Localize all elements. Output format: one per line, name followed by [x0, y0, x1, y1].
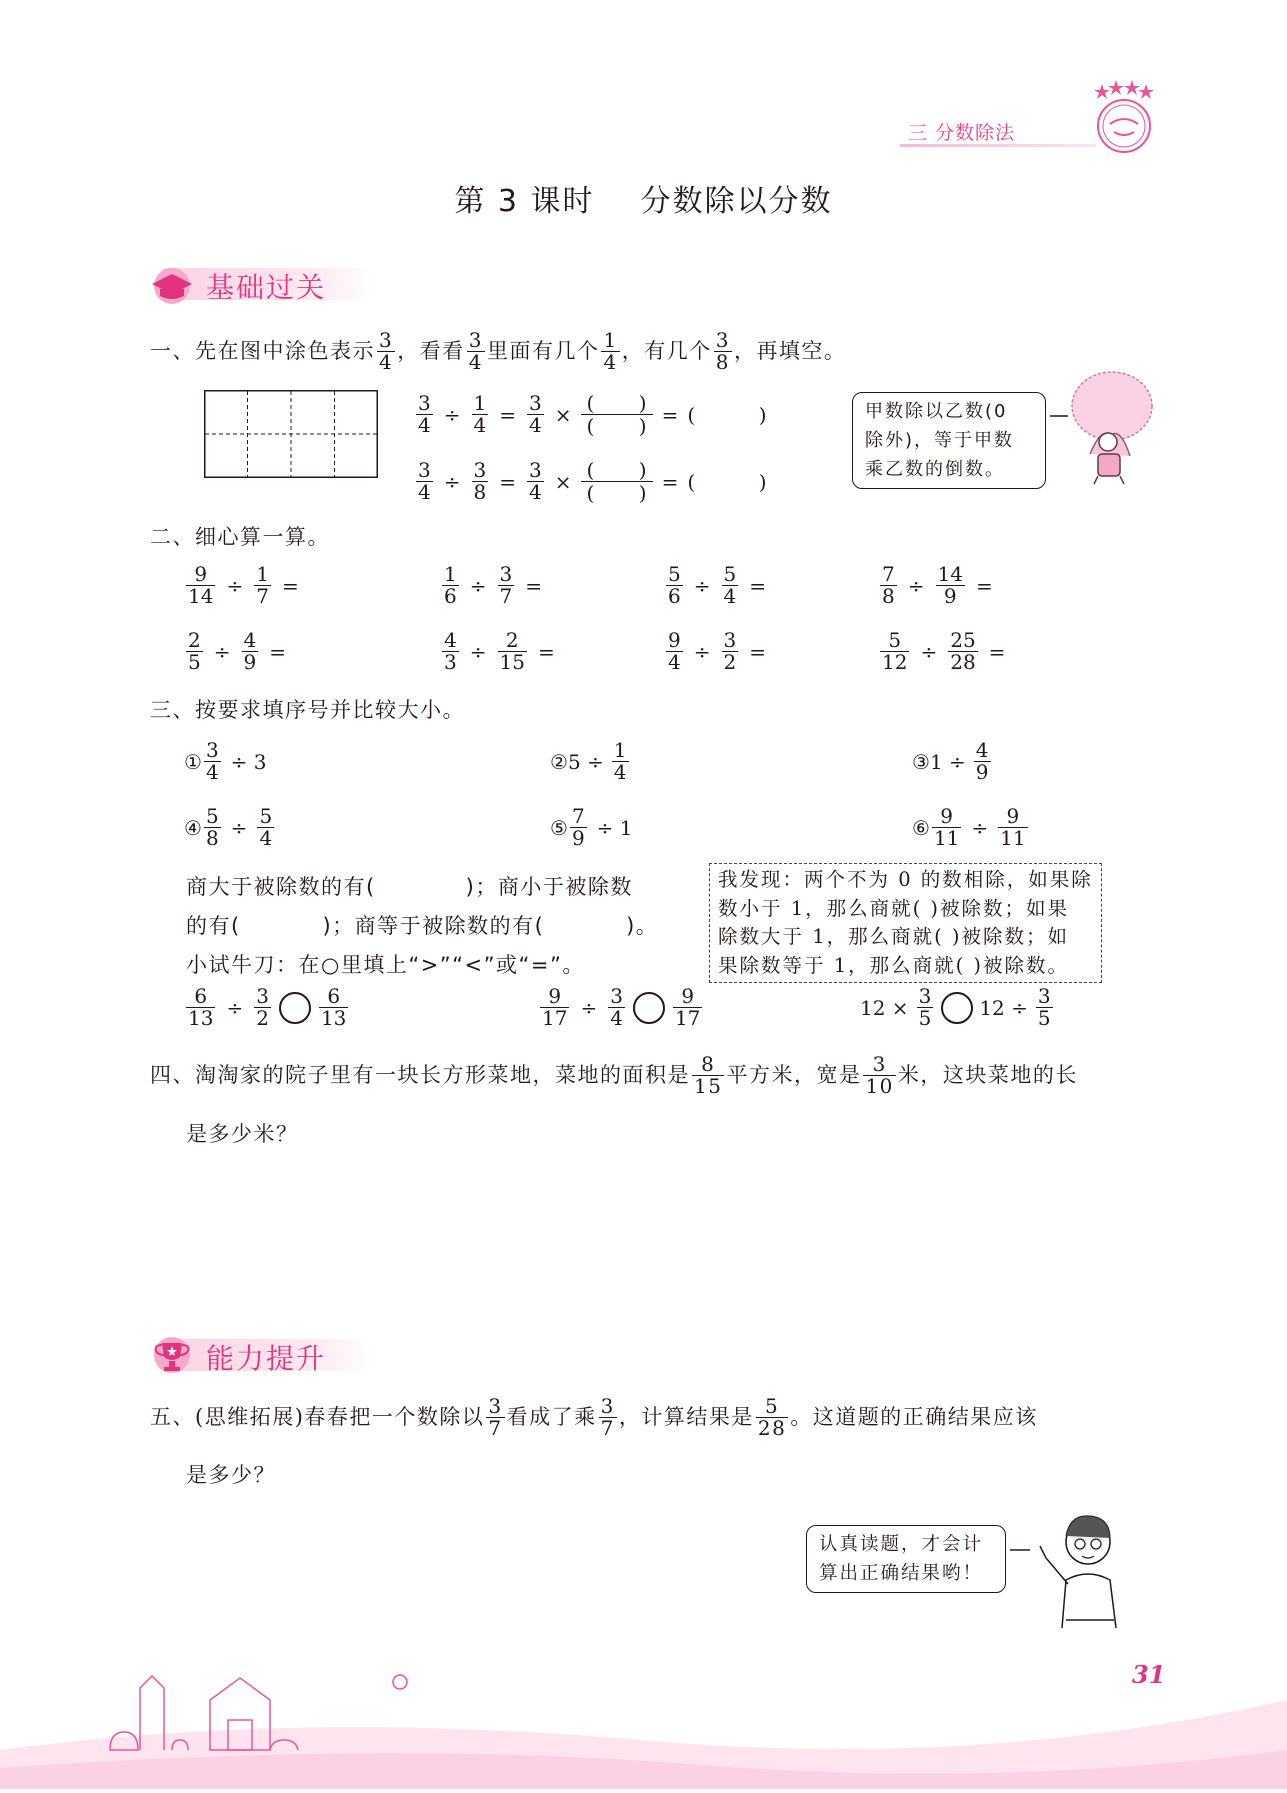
denominator: 4	[418, 413, 431, 437]
tip-line: 甲数除以乙数(0	[865, 401, 1008, 422]
numerator: 1	[473, 391, 487, 415]
discovery-line: 我发现：两个不为 0 的数相除，如果除	[718, 868, 1093, 891]
fraction	[442, 564, 459, 607]
fraction	[936, 564, 965, 607]
equals-sign: =	[988, 639, 1006, 664]
divide-sign: ÷	[693, 639, 711, 664]
denominator: 3	[444, 650, 457, 674]
fraction	[442, 630, 459, 673]
expr-suffix: ÷ 3	[230, 749, 267, 774]
expr-prefix: 5 ÷	[567, 749, 604, 774]
item-number: ②	[550, 749, 568, 774]
equals-sign: =	[537, 639, 555, 664]
chapter-label: 三 分数除法	[908, 122, 1016, 144]
fraction	[242, 630, 259, 673]
fraction	[599, 1396, 617, 1439]
numerator: 5	[756, 1396, 788, 1418]
fraction	[917, 986, 934, 1029]
denominator: 6	[668, 584, 681, 608]
fraction	[467, 330, 485, 373]
numerator: 3	[715, 328, 730, 352]
q1-text-a: 一、先在图中涂色表示	[150, 339, 375, 363]
tip-bubble-reciprocal	[852, 392, 1046, 489]
denominator: 9	[943, 584, 957, 608]
fraction	[998, 806, 1027, 849]
compare-circle[interactable]	[633, 992, 665, 1024]
fraction	[186, 630, 203, 673]
expr-prefix: 1 ÷	[929, 749, 966, 774]
times-sign: ×	[554, 469, 572, 494]
numerator: 5	[880, 630, 909, 652]
fraction	[722, 630, 739, 673]
q4-text-b: 平方米，宽是	[726, 1063, 862, 1087]
q2-problem[interactable]	[878, 630, 1014, 673]
fraction	[570, 806, 587, 849]
question-5-prompt	[150, 1396, 1038, 1439]
tip-line: 算出正确结果哟！	[819, 1563, 984, 1584]
numerator: 9	[668, 628, 681, 652]
numerator: 3	[610, 984, 623, 1008]
denominator: 2	[723, 650, 737, 674]
item-number: ④	[184, 815, 202, 840]
q1-text-b: ，看看	[397, 339, 465, 363]
trophy-icon	[146, 1333, 202, 1377]
denominator: 7	[499, 584, 513, 608]
fraction	[880, 630, 909, 673]
fraction	[204, 806, 221, 849]
q2-problem[interactable]	[664, 630, 775, 673]
discovery-line[interactable]: 果除数等于 1，那么商就( )被除数。	[718, 953, 1070, 977]
denominator: 5	[188, 650, 201, 674]
equals-sign: =	[499, 469, 516, 494]
denominator: 9	[243, 650, 257, 674]
q3-item	[550, 806, 641, 849]
q3-item	[912, 740, 993, 783]
q1-text-e: ，再填空。	[733, 339, 847, 363]
divide-sign: ÷	[469, 639, 487, 664]
numerator: 9	[186, 564, 215, 586]
equals-sign: =	[661, 402, 679, 427]
equals-sign: =	[749, 639, 766, 664]
fraction	[186, 564, 215, 607]
expr-prefix: 12 ×	[860, 995, 909, 1020]
q1-equation-2	[414, 459, 767, 504]
numerator: 3	[468, 328, 483, 352]
numerator: 5	[723, 562, 737, 586]
fraction	[612, 740, 629, 783]
denominator: 14	[188, 584, 214, 608]
fraction	[527, 393, 544, 436]
bottom-decoration	[0, 1640, 1287, 1789]
compare-problem	[860, 986, 1055, 1029]
q2-problem[interactable]	[878, 564, 1002, 607]
fraction	[673, 986, 702, 1029]
fraction	[756, 1396, 788, 1439]
q2-problem[interactable]	[440, 630, 564, 673]
teacher-illustration	[1010, 1508, 1140, 1628]
question-5-line-2: 是多少？	[186, 1463, 276, 1487]
section-title-advanced: 能力提升	[206, 1342, 327, 1375]
numerator: 2	[498, 630, 527, 652]
numerator: 9	[673, 986, 702, 1008]
q3-item	[550, 740, 631, 783]
q2-problem[interactable]	[184, 564, 308, 607]
denominator: 15	[694, 1074, 723, 1098]
numerator: 5	[259, 804, 273, 828]
fraction	[722, 564, 739, 607]
discovery-line[interactable]: 除数大于 1，那么商就( )被除数；如	[718, 925, 1070, 948]
question-3-title: 三、按要求填序号并比较大小。	[150, 698, 465, 722]
tip-line: 除外)，等于甲数	[865, 430, 1015, 451]
fraction	[863, 1054, 895, 1097]
numerator: 25	[950, 628, 976, 652]
denominator: 8	[473, 480, 487, 504]
fraction	[932, 806, 961, 849]
item-number: ①	[184, 749, 202, 774]
fraction	[880, 564, 897, 607]
q4-text-c: 米，这块菜地的长	[897, 1063, 1078, 1087]
q3-fill-line-2[interactable]: 的有( )；商等于被除数的有( )。	[186, 914, 659, 938]
q5-text-b: 看成了乘	[506, 1405, 597, 1429]
equals-sign: =	[749, 573, 766, 598]
discovery-line[interactable]: 数小于 1，那么商就( )被除数；如果	[718, 896, 1070, 920]
equals-sign: =	[975, 573, 993, 598]
divide-sign: ÷	[920, 639, 938, 664]
header-rule	[900, 144, 1096, 147]
denominator: 4	[473, 413, 487, 437]
divide-sign: ÷	[693, 573, 711, 598]
section-banner-advanced	[146, 1333, 386, 1377]
denominator: 4	[418, 480, 431, 504]
compare-circle[interactable]	[941, 992, 973, 1024]
q2-problem[interactable]	[664, 564, 775, 607]
numerator: 3	[418, 458, 431, 482]
shading-grid[interactable]	[204, 390, 378, 478]
denominator: 2	[256, 1006, 269, 1030]
answer-blank[interactable]: ( )	[687, 469, 767, 494]
fraction	[714, 330, 732, 373]
numerator: 3	[418, 391, 431, 415]
divide-sign: ÷	[443, 402, 461, 427]
fraction	[948, 630, 977, 673]
q5-text-d: 。这道题的正确结果应该	[790, 1405, 1038, 1429]
question-2-title: 二、细心算一算。	[150, 525, 330, 549]
q4-text-a: 四、淘淘家的院子里有一块长方形菜地，菜地的面积是	[150, 1063, 690, 1087]
numerator: 7	[571, 804, 585, 828]
numerator: 3	[918, 984, 932, 1008]
item-number: ⑥	[912, 815, 930, 840]
fraction	[472, 393, 489, 436]
denominator: 4	[529, 413, 542, 437]
denominator: 28	[950, 650, 976, 674]
denominator: 4	[723, 584, 737, 608]
tree-character-illustration	[1050, 366, 1160, 486]
item-number: ⑤	[550, 815, 568, 840]
q1-text-d: ，有几个	[621, 339, 712, 363]
equals-sign: =	[499, 402, 516, 427]
denominator: 28	[757, 1416, 787, 1440]
denominator: 11	[1000, 826, 1026, 850]
numerator: 3	[379, 328, 394, 352]
numerator: 1	[603, 328, 618, 352]
question-1-prompt	[150, 330, 846, 373]
divide-sign: ÷	[213, 639, 231, 664]
compare-problem	[538, 986, 704, 1029]
q1-equation-1	[414, 392, 767, 437]
expr-suffix: ÷	[230, 815, 248, 840]
denominator: 4	[259, 826, 273, 850]
denominator: 9	[975, 760, 989, 784]
numerator: 7	[882, 562, 895, 586]
denominator: 4	[205, 760, 219, 784]
divide-sign: ÷	[443, 469, 461, 494]
denominator: 8	[715, 350, 730, 374]
item-number: ③	[912, 749, 930, 774]
divide-sign: ÷	[226, 573, 244, 598]
fraction	[608, 986, 625, 1029]
fraction	[204, 740, 221, 783]
divide-sign: ÷	[907, 573, 925, 598]
numerator: 9	[932, 806, 961, 828]
fraction	[257, 806, 274, 849]
denominator: 4	[610, 1006, 623, 1030]
equals-sign: =	[661, 469, 679, 494]
denominator: 4	[468, 350, 483, 374]
fraction	[601, 330, 619, 373]
denominator: 4	[379, 350, 394, 374]
numerator: 5	[205, 804, 219, 828]
q2-problem[interactable]	[440, 564, 551, 607]
section-title-basic: 基础过关	[206, 271, 327, 304]
fraction	[692, 1054, 724, 1097]
q5-text-a: 五、(思维拓展)春春把一个数除以	[150, 1405, 485, 1429]
q3-compare-instruction: 小试牛刀：在○里填上“>”“<”或“=”。	[186, 953, 585, 977]
numerator: 3	[529, 391, 542, 415]
denominator: 8	[882, 584, 895, 608]
divide-sign: ÷	[226, 995, 244, 1020]
divide-sign: ÷	[580, 995, 598, 1020]
denominator: 4	[613, 760, 627, 784]
tip-line: 乘乙数的倒数。	[865, 459, 1005, 480]
blank-fraction[interactable]: ( ) ( )	[581, 392, 653, 437]
fraction	[416, 460, 433, 503]
denominator: 5	[918, 1006, 932, 1030]
question-4-prompt	[150, 1054, 1078, 1097]
q3-fill-line-1[interactable]: 商大于被除数的有( )；商小于被除数	[186, 875, 633, 899]
denominator: 9	[571, 826, 585, 850]
numerator: 4	[243, 628, 257, 652]
expr-prefix: 12 ÷	[979, 995, 1028, 1020]
equals-sign: =	[525, 573, 542, 598]
numerator: 3	[863, 1054, 895, 1076]
equals-sign: =	[269, 639, 286, 664]
numerator: 1	[256, 562, 269, 586]
tip-bubble-read-carefully	[806, 1525, 1006, 1593]
denominator: 13	[320, 1006, 347, 1030]
denominator: 5	[1037, 1006, 1051, 1030]
denominator: 13	[188, 1006, 214, 1030]
denominator: 10	[865, 1074, 894, 1098]
numerator: 5	[668, 562, 681, 586]
times-sign: ×	[554, 402, 572, 427]
numerator: 4	[975, 738, 989, 762]
page-number: 31	[1132, 1660, 1166, 1689]
numerator: 3	[473, 458, 487, 482]
section-banner-basic	[146, 262, 386, 306]
divide-sign: ÷	[469, 573, 487, 598]
q3-item	[912, 806, 1030, 849]
numerator: 3	[205, 738, 219, 762]
q2-problem[interactable]	[184, 630, 295, 673]
fraction	[527, 460, 544, 503]
fraction	[254, 986, 271, 1029]
numerator: 1	[613, 738, 627, 762]
graduation-cap-icon	[146, 262, 202, 306]
numerator: 9	[998, 806, 1027, 828]
denominator: 15	[499, 650, 525, 674]
fraction	[377, 330, 395, 373]
fraction	[486, 1396, 504, 1439]
fraction	[254, 564, 271, 607]
equals-sign: =	[281, 573, 299, 598]
answer-blank[interactable]: ( )	[687, 402, 767, 427]
q3-item	[184, 806, 276, 849]
fraction	[416, 393, 433, 436]
fraction	[974, 740, 991, 783]
denominator: 8	[205, 826, 219, 850]
numerator: 2	[188, 628, 201, 652]
fraction	[1036, 986, 1053, 1029]
fraction	[498, 564, 515, 607]
compare-circle[interactable]	[279, 992, 311, 1024]
page-title: 第 3 课时 分数除以分数	[454, 184, 833, 219]
numerator: 3	[723, 628, 737, 652]
numerator: 8	[692, 1054, 724, 1076]
numerator: 3	[529, 458, 542, 482]
blank-fraction[interactable]: ( ) ( )	[581, 459, 653, 504]
expr-suffix: ÷ 1	[596, 815, 633, 840]
q5-text-c: ，计算结果是	[618, 1405, 754, 1429]
discovery-box	[709, 863, 1102, 983]
tip-line: 认真读题，才会计	[819, 1534, 984, 1555]
denominator: 6	[444, 584, 457, 608]
fraction	[540, 986, 569, 1029]
fraction	[666, 630, 683, 673]
denominator: 11	[933, 826, 960, 850]
numerator: 3	[488, 1394, 503, 1418]
fraction	[319, 986, 348, 1029]
question-4-line-2: 是多少米？	[186, 1122, 299, 1146]
numerator: 6	[186, 986, 215, 1008]
numerator: 9	[540, 986, 569, 1008]
numerator: 3	[256, 984, 269, 1008]
fraction	[498, 630, 527, 673]
numerator: 1	[444, 562, 457, 586]
denominator: 7	[600, 1416, 615, 1440]
q1-text-c: 里面有几个	[486, 339, 600, 363]
numerator: 3	[499, 562, 513, 586]
numerator: 3	[600, 1394, 615, 1418]
fraction	[472, 460, 489, 503]
denominator: 7	[256, 584, 269, 608]
header-logo	[1086, 78, 1158, 156]
denominator: 7	[488, 1416, 503, 1440]
denominator: 4	[668, 650, 681, 674]
denominator: 12	[882, 650, 908, 674]
fraction	[186, 986, 215, 1029]
numerator: 4	[444, 628, 457, 652]
numerator: 6	[319, 986, 348, 1008]
denominator: 4	[603, 350, 618, 374]
expr-suffix: ÷	[971, 815, 989, 840]
denominator: 17	[674, 1006, 701, 1030]
fraction	[666, 564, 683, 607]
compare-problem	[184, 986, 350, 1029]
denominator: 17	[542, 1006, 568, 1030]
numerator: 3	[1037, 984, 1051, 1008]
q3-item	[184, 740, 275, 783]
numerator: 14	[937, 562, 963, 586]
denominator: 4	[529, 480, 542, 504]
